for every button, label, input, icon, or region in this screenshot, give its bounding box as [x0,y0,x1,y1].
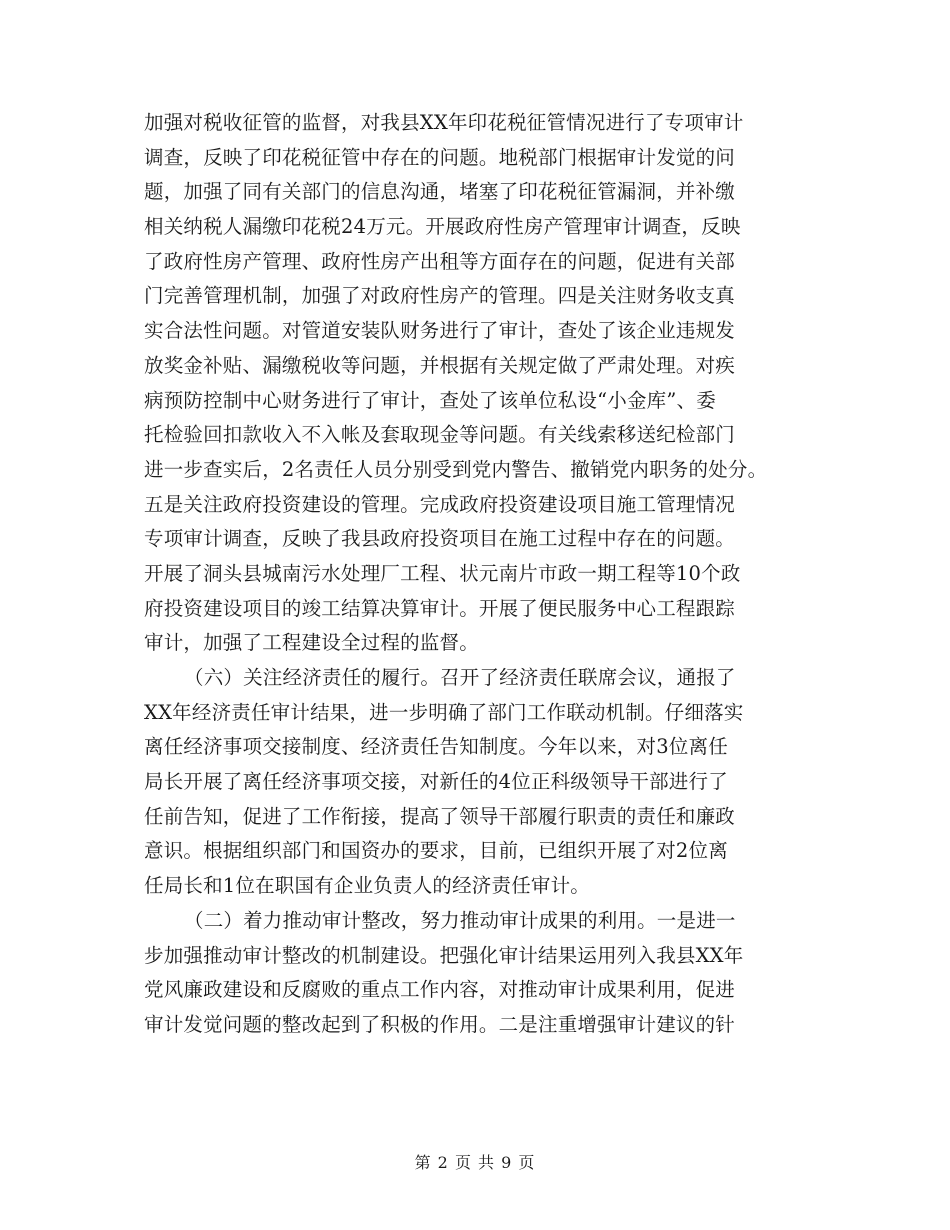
text-line: 病预防控制中心财务进行了审计，查处了该单位私设“小金库”、委 [144,388,716,412]
text-line: 加强对税收征管的监督，对我县XX年印花税征管情况进行了专项审计 [144,111,744,134]
section-heading-line: （六）关注经济责任的履行。召开了经济责任联席会议，通报了 [184,666,736,689]
page-number-footer: 第 2 页 共 9 页 [414,1153,536,1172]
text-line: 相关纳税人漏缴印花税24万元。开展政府性房产管理审计调查，反映 [144,215,741,239]
text-line: 进一步查实后，2名责任人员分别受到党内警告、撤销党内职务的处分。 [144,457,768,481]
text-line: 放奖金补贴、漏缴税收等问题，并根据有关规定做了严肃处理。对疾 [144,353,736,377]
text-line: 题，加强了同有关部门的信息沟通，堵塞了印花税征管漏洞，并补缴 [144,180,736,204]
text-line: XX年经济责任审计结果，进一步明确了部门工作联动机制。仔细落实 [144,700,744,724]
text-line: 专项审计调查，反映了我县政府投资项目在施工过程中存在的问题。 [144,527,736,551]
text-line: 了政府性房产管理、政府性房产出租等方面存在的问题，促进有关部 [144,249,736,273]
text-line: 任前告知，促进了工作衔接，提高了领导干部履行职责的责任和廉政 [144,804,736,828]
text-line: 托检验回扣款收入不入帐及套取现金等问题。有关线索移送纪检部门 [144,423,736,447]
section-heading-line: （二）着力推动审计整改，努力推动审计成果的利用。一是进一 [184,908,736,932]
text-line: 党风廉政建设和反腐败的重点工作内容，对推动审计成果利用，促进 [144,978,736,1002]
text-line: 五是关注政府投资建设的管理。完成政府投资建设项目施工管理情况 [144,492,736,516]
text-line: 审计，加强了工程建设全过程的监督。 [144,631,479,655]
body-text [144,106,844,1043]
text-line: 开展了洞头县城南污水处理厂工程、状元南片市政一期工程等10个政 [144,561,741,585]
text-line: 离任经济事项交接制度、经济责任告知制度。今年以来，对3位离任 [144,735,728,759]
text-line: 意识。根据组织部门和国资办的要求，目前，已组织开展了对2位离 [144,839,728,863]
text-line: 府投资建设项目的竣工结算决算审计。开展了便民服务中心工程跟踪 [144,596,736,620]
text-line: 局长开展了离任经济事项交接，对新任的4位正科级领导干部进行了 [144,770,728,794]
text-line: 审计发觉问题的整改起到了积极的作用。二是注重增强审计建议的针 [144,1012,736,1036]
text-line: 任局长和1位在职国有企业负责人的经济责任审计。 [144,874,591,898]
text-line: 调查，反映了印花税征管中存在的问题。地税部门根据审计发觉的问 [144,145,736,169]
text-line: 门完善管理机制，加强了对政府性房产的管理。四是关注财务收支真 [144,284,736,308]
text-line: 步加强推动审计整改的机制建设。把强化审计结果运用列入我县XX年 [144,943,744,967]
text-line: 实合法性问题。对管道安装队财务进行了审计，查处了该企业违规发 [144,319,736,343]
